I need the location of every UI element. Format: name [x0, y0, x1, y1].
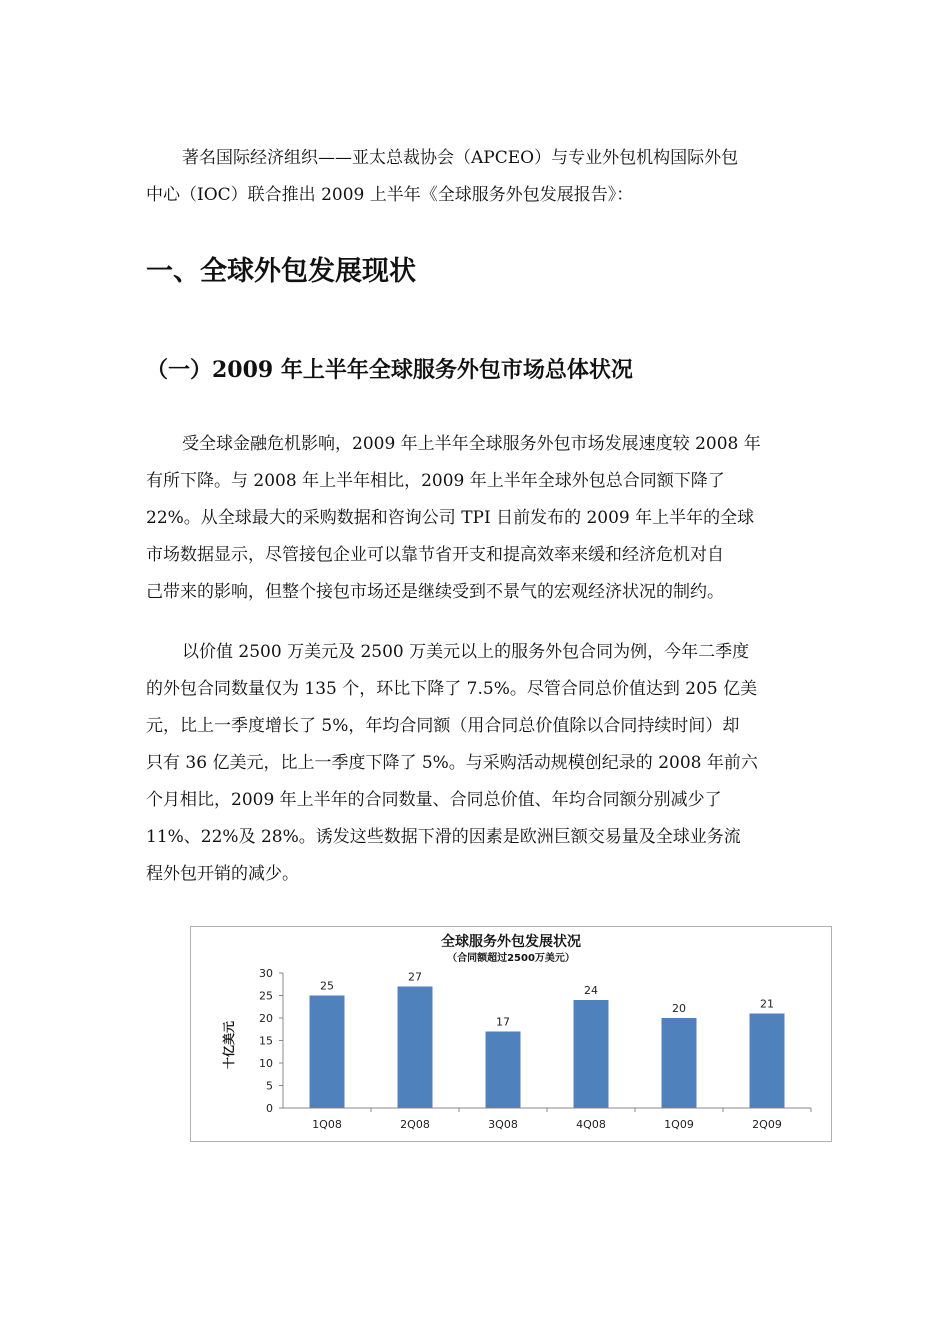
bar [662, 1018, 697, 1108]
x-tick-label: 2Q08 [400, 1118, 430, 1131]
x-axis [283, 1108, 811, 1131]
bar [750, 1014, 785, 1109]
y-tick-label: 15 [259, 1034, 273, 1048]
x-tick-label: 2Q09 [752, 1118, 782, 1131]
paragraph-2-line-1: 以价值 2500 万美元及 2500 万美元以上的服务外包合同为例，今年二季度 [182, 642, 750, 662]
y-tick-label: 25 [259, 989, 273, 1003]
data-label: 27 [408, 970, 422, 984]
x-tick-label: 1Q08 [312, 1118, 342, 1131]
bar-chart-svg [191, 927, 831, 1141]
paragraph-2-line-2: 的外包合同数量仅为 135 个，环比下降了 7.5%。尽管合同总价值达到 205 亿美 [146, 679, 758, 699]
chart-title: 全球服务外包发展状况 [441, 934, 581, 950]
paragraph-1-line-3: 22%。从全球最大的采购数据和咨询公司 TPI 日前发布的 2009 年上半年的全球 [146, 508, 755, 528]
y-tick-label: 10 [259, 1057, 273, 1070]
data-label: 17 [496, 1015, 510, 1029]
intro-paragraph [146, 140, 808, 214]
bars [310, 971, 785, 1109]
y-tick-label: 5 [266, 1079, 273, 1093]
paragraph-1-line-2: 有所下降。与 2008 年上半年相比，2009 年上半年全球外包总合同额下降了 [146, 471, 725, 491]
paragraph-2-line-3: 元，比上一季度增长了 5%，年均合同额（用合同总价值除以合同持续时间）却 [146, 716, 740, 736]
paragraph-1-line-5: 己带来的影响，但整个接包市场还是继续受到不景气的宏观经济状况的制约。 [146, 582, 724, 602]
paragraph-2-line-5: 个月相比，2009 年上半年的合同数量、合同总价值、年均合同额分别减少了 [146, 790, 722, 810]
subsection-heading: （一）2009 年上半年全球服务外包市场总体状况 [146, 357, 633, 383]
paragraph-1 [146, 426, 808, 611]
y-axis-label: 十亿美元 [222, 1020, 236, 1070]
intro-line-1: 著名国际经济组织——亚太总裁协会（APCEO）与专业外包机构国际外包 [182, 148, 739, 168]
chart-subtitle: （合同额超过2500万美元） [447, 953, 575, 964]
y-tick-label: 0 [266, 1102, 273, 1115]
y-tick-label: 30 [259, 967, 273, 980]
y-tick-label: 20 [259, 1012, 273, 1025]
section-heading: 一、全球外包发展现状 [146, 256, 416, 287]
paragraph-2-line-7: 程外包开销的减少。 [146, 864, 299, 884]
data-label: 21 [760, 997, 774, 1011]
data-label: 25 [320, 979, 334, 993]
paragraph-1-line-1: 受全球金融危机影响，2009 年上半年全球服务外包市场发展速度较 2008 年 [182, 434, 761, 454]
x-tick-label: 4Q08 [576, 1118, 606, 1131]
paragraph-1-line-4: 市场数据显示，尽管接包企业可以靠节省开支和提高效率来缓和经济危机对自 [146, 545, 724, 565]
x-tick-label: 1Q09 [664, 1118, 694, 1131]
paragraph-2-line-4: 只有 36 亿美元，比上一季度下降了 5%。与采购活动规模创纪录的 2008 年前六 [146, 753, 758, 773]
bar [574, 1000, 609, 1108]
bar [310, 996, 345, 1109]
paragraph-2 [146, 634, 808, 893]
x-tick-label: 3Q08 [488, 1118, 518, 1131]
bar-chart [190, 926, 832, 1142]
data-label: 20 [672, 1002, 686, 1015]
intro-line-2: 中心（IOC）联合推出 2009 上半年《全球服务外包发展报告》： [146, 185, 634, 205]
y-axis [259, 967, 283, 1115]
bar [486, 1032, 521, 1109]
paragraph-2-line-6: 11%、22%及 28%。诱发这些数据下滑的因素是欧洲巨额交易量及全球业务流 [146, 827, 741, 847]
bar [398, 987, 433, 1109]
data-label: 24 [584, 984, 598, 997]
